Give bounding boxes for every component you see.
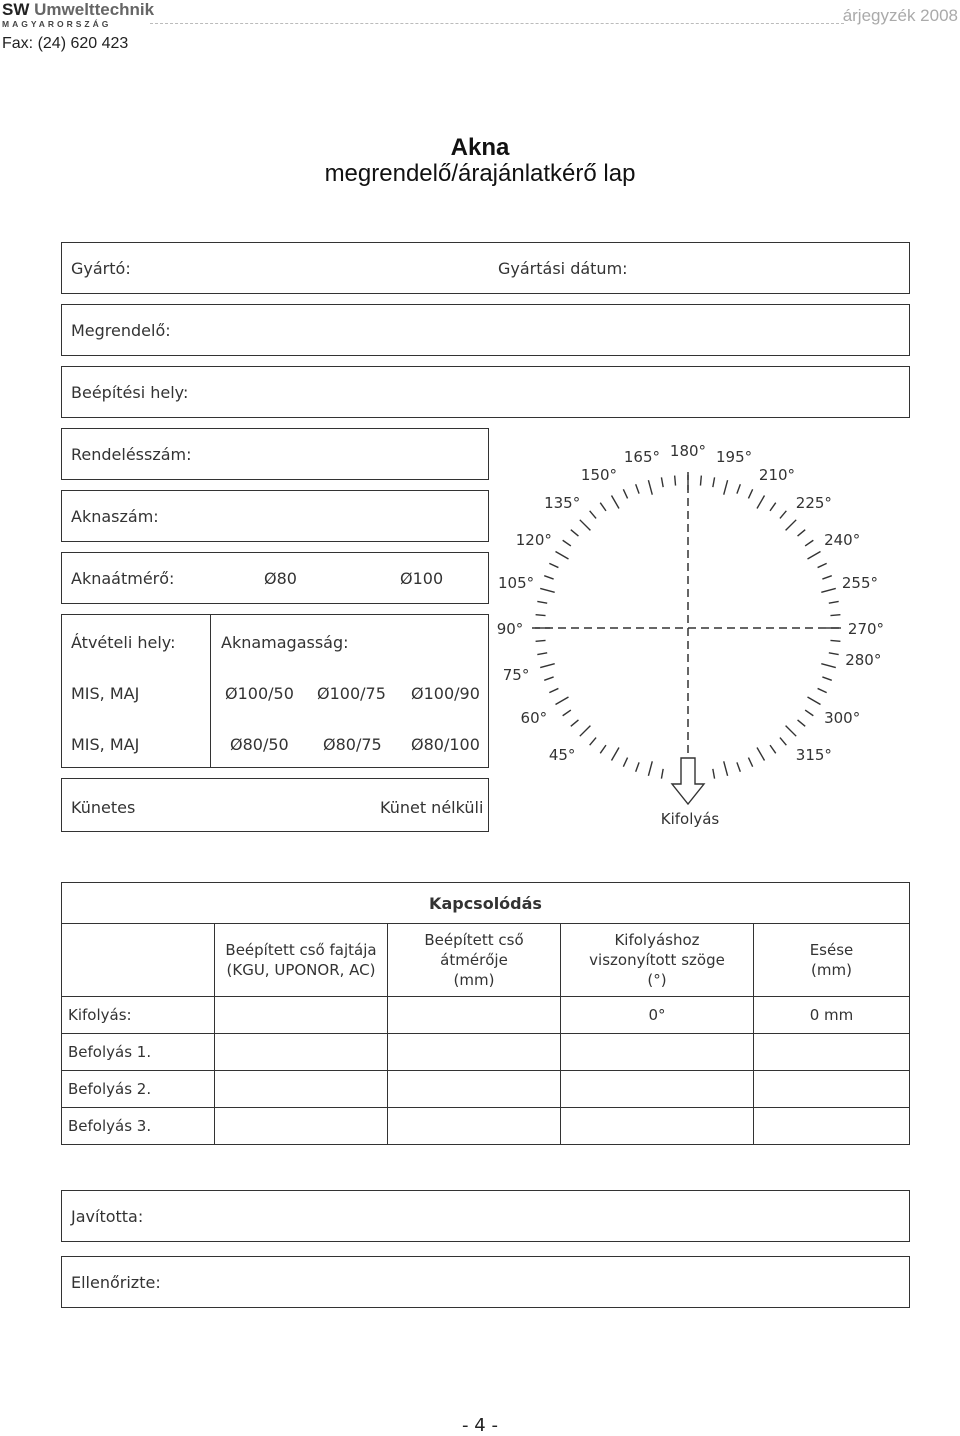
header-pipe-diameter-text: Beépített cső átmérője (mm) [424,931,524,989]
dial-tick [770,503,776,511]
dial-tick [829,601,839,603]
dial-tick [571,530,579,536]
dial-tick [700,476,701,486]
corrected-by-row[interactable] [61,1190,910,1242]
dial-tick [544,576,553,579]
dial-tick [805,710,813,716]
angle-label: 240° [824,531,861,549]
dial-tick [675,476,676,486]
header-pipe-type-text: Beépített cső fajtája (KGU, UPONOR, AC) [225,941,377,979]
angle-label: 210° [758,465,796,484]
dial-tick [798,720,806,726]
row-label: Befolyás 2. [62,1071,215,1108]
dial-tick [737,762,740,771]
dial-tick [555,552,568,560]
angle-cell[interactable] [561,1034,754,1071]
dial-tick [590,511,596,519]
customer-row[interactable] [61,304,910,356]
dial-tick [563,710,571,716]
header-slope-text: Esése (mm) [809,941,854,979]
header-divider [150,23,844,24]
dial-tick [555,697,568,705]
checked-by-row[interactable] [61,1256,910,1308]
dial-tick [724,761,728,775]
pickup-location-label: Átvételi hely: [71,633,176,652]
dial-tick [757,748,765,761]
dial-tick [600,503,606,511]
dial-tick [648,480,652,494]
logo-name: Umwelttechnik [34,0,155,19]
angle-label: 135° [544,494,581,513]
dial-tick [537,653,547,655]
install-location-row[interactable] [61,366,910,418]
block-divider [210,615,211,767]
angle-label: 165° [623,448,661,467]
dial-tick [821,588,835,592]
dial-tick [822,677,831,680]
dial-tick [612,495,620,508]
dial-tick [748,489,752,498]
dial-tick [648,761,652,775]
table-row [62,1034,910,1071]
height-option-80-100[interactable]: Ø80/100 [411,735,480,754]
dial-tick [830,640,840,641]
diameter-100-option[interactable]: Ø100 [400,569,444,588]
dial-tick [571,720,579,726]
angle-label: 270° [847,620,885,638]
connection-table [61,882,910,1145]
height-option-100-50[interactable]: Ø100/50 [225,684,294,703]
row-label: Befolyás 1. [62,1034,215,1071]
shaft-diameter-label: Aknaátmérő: [71,569,175,588]
install-location-label: Beépítési hely: [71,383,189,402]
angle-cell[interactable]: 0° [561,997,754,1034]
slope-cell[interactable] [754,1108,910,1145]
outlet-arrow-icon [672,758,704,804]
dial-tick [786,520,797,531]
page-subtitle: megrendelő/árajánlatkérő lap [324,160,636,187]
dial-tick [780,511,786,519]
angle-label: 315° [795,745,832,764]
table-row [62,997,910,1034]
checked-by-label: Ellenőrizte: [71,1273,161,1292]
height-option-80-75[interactable]: Ø80/75 [323,735,382,754]
shaft-number-label: Aknaszám: [71,507,159,526]
dial-tick [636,762,639,771]
pipe-diameter-cell[interactable] [388,1108,561,1145]
no-berm-option[interactable]: Künet nélküli [380,798,484,817]
berm-option[interactable]: Künetes [71,798,136,817]
slope-cell[interactable] [754,1034,910,1071]
dial-tick [757,495,765,508]
header-pipe-type [215,924,388,997]
angle-dial [490,440,960,830]
dial-tick [822,576,831,579]
height-option-100-75[interactable]: Ø100/75 [317,684,386,703]
header-angle [561,924,754,997]
dial-tick [590,738,596,746]
page-title: Akna [450,134,510,161]
angle-label: 280° [845,650,882,669]
row-label: Befolyás 3. [62,1108,215,1145]
diameter-80-option[interactable]: Ø80 [264,569,297,588]
dial-tick [830,615,840,616]
pipe-diameter-cell[interactable] [388,1071,561,1108]
angle-label: 180° [669,442,707,460]
slope-cell[interactable]: 0 mm [754,997,910,1034]
header-pipe-diameter [388,924,561,997]
shaft-height-label: Aknamagasság: [221,633,349,652]
dial-tick [661,477,663,487]
pipe-type-cell[interactable] [215,997,388,1034]
angle-label: 75° [502,666,530,685]
pipe-type-cell[interactable] [215,1108,388,1145]
dial-tick [661,769,663,779]
angle-label: 255° [841,573,879,592]
dial-tick [540,588,554,592]
angle-label: 45° [548,745,576,764]
manufacturer-label: Gyártó: [71,259,131,278]
angle-label: 120° [515,531,552,549]
dial-tick [818,563,827,567]
dial-tick [808,552,821,560]
dial-tick [612,748,620,761]
dial-tick [724,480,728,494]
header-angle-text: Kifolyáshoz viszonyított szöge (°) [589,931,725,989]
page-number: - 4 - [462,1415,498,1436]
dial-tick [805,540,813,546]
angle-label: 300° [824,709,861,727]
customer-label: Megrendelő: [71,321,171,340]
dial-tick [563,540,571,546]
outflow-label: Kifolyás [660,810,720,828]
table-row [62,1071,910,1108]
shaft-diameter-row[interactable] [61,552,489,604]
dial-tick [798,530,806,536]
order-number-row[interactable] [61,428,489,480]
angle-label: 195° [715,448,753,467]
dial-tick [636,484,639,493]
dial-tick [786,726,797,737]
logo [2,0,154,20]
logo-sw: SW [2,0,30,19]
dial-tick [713,477,715,487]
dial-tick [549,688,558,692]
dial-tick [537,601,547,603]
angle-cell[interactable] [561,1108,754,1145]
dial-tick [540,664,554,668]
shaft-number-row[interactable] [61,490,489,542]
dial-tick [808,697,821,705]
connection-table-title: Kapcsolódás [62,883,910,924]
manufacturer-row[interactable] [61,242,910,294]
dial-tick [748,758,752,767]
logo-country: MAGYARORSZÁG [2,19,112,29]
angle-label: 105° [497,573,535,592]
angle-label: 90° [496,620,524,638]
dial-tick [623,758,627,767]
dial-tick [829,653,839,655]
manufacture-date-label: Gyártási dátum: [498,259,628,278]
dial-tick [713,769,715,779]
pipe-diameter-cell[interactable] [388,997,561,1034]
dial-tick [818,688,827,692]
angle-label: 150° [580,465,618,484]
angle-cell[interactable] [561,1071,754,1108]
dial-tick [536,615,546,616]
row-label: Kifolyás: [62,997,215,1034]
dial-tick [821,664,835,668]
height-option-100-90[interactable]: Ø100/90 [411,684,480,703]
slope-cell[interactable] [754,1071,910,1108]
dial-tick [580,726,591,737]
document-label: árjegyzék 2008 [842,6,958,25]
berm-row[interactable] [61,778,489,832]
pipe-type-cell[interactable] [215,1071,388,1108]
table-row [62,1108,910,1145]
header-empty [62,924,215,997]
dial-tick [770,745,776,753]
corrected-by-label: Javította: [71,1207,144,1226]
dial-tick [544,677,553,680]
pipe-diameter-cell[interactable] [388,1034,561,1071]
dial-tick [780,738,786,746]
angle-label: 225° [795,494,832,513]
dial-tick [737,484,740,493]
dial-tick [536,640,546,641]
angle-label: 60° [520,709,548,727]
mis-maj-label-2: MIS, MAJ [71,735,140,754]
pipe-type-cell[interactable] [215,1034,388,1071]
dial-tick [600,745,606,753]
dial-tick [580,520,591,531]
pickup-height-block [61,614,489,768]
height-option-80-50[interactable]: Ø80/50 [230,735,289,754]
order-number-label: Rendelésszám: [71,445,192,464]
dial-tick [549,563,558,567]
fax-number: Fax: (24) 620 423 [2,35,129,52]
mis-maj-label-1: MIS, MAJ [71,684,140,703]
dial-tick [623,489,627,498]
header-slope [754,924,910,997]
